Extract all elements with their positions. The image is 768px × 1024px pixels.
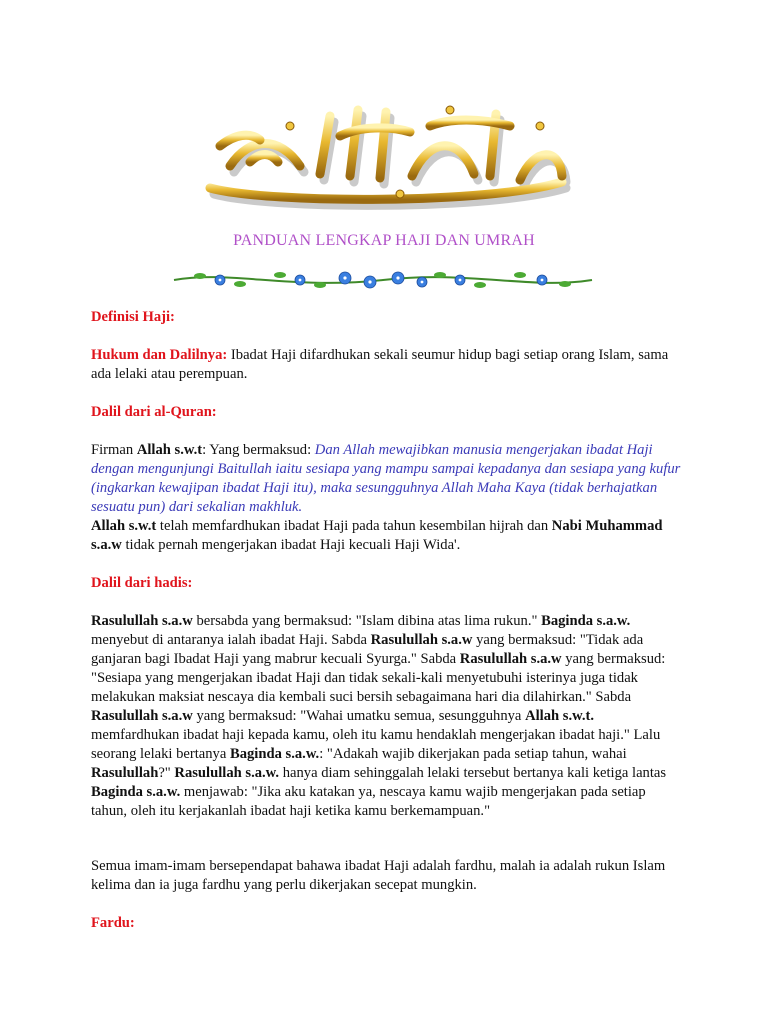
bold-name: Rasulullah	[91, 765, 159, 781]
bold-name: Rasulullah s.a.w	[91, 613, 193, 629]
bold-name: Baginda s.a.w.	[229, 746, 320, 762]
text-span: : Yang bermaksud:	[202, 442, 315, 458]
text-span: yang bermaksud: "Sesiapa yang mengerjakan ibadat Haji dan tidak sekali-kali menyetubuhi isterinya juga tidak melakukan maksiat nescaya dia kembali suci bersih sebagaimana hari dia dilahirkan." Sabda	[91, 651, 666, 705]
text-span: tidak pernah mengerjakan ibadat Haji kecuali Haji Wida'.	[121, 537, 461, 553]
bold-name: Allah s.w.t	[91, 518, 157, 534]
text-span: telah memfardhukan ibadat Haji pada tahun kesembilan hijrah dan	[156, 518, 552, 534]
text-span: Firman	[91, 442, 137, 458]
text-span: hanya diam sehinggalah lelaki tersebut bertanya kali ketiga lantas	[279, 765, 667, 781]
paragraph-wida	[91, 517, 681, 555]
label-hukum: Hukum dan Dalilnya:	[91, 347, 228, 363]
bold-name: Rasulullah s.a.w	[370, 632, 473, 648]
text-span: bersabda yang bermaksud: "Islam dibina atas lima rukun."	[192, 613, 542, 629]
paragraph-imam: Semua imam-imam bersependapat bahawa ibadat Haji adalah fardhu, malah ia adalah rukun Islam kelima dan ia juga fardhu yang perlu dikerjakan secepat mungkin.	[91, 858, 666, 893]
bold-name: Allah s.w.t.	[525, 708, 594, 724]
bismillah-calligraphy-icon	[190, 96, 580, 216]
heading-hadis: Dalil dari hadis:	[91, 575, 193, 591]
heading-quran: Dalil dari al-Quran:	[91, 404, 217, 420]
text-span: ?"	[158, 765, 175, 781]
heading-fardu: Fardu:	[91, 915, 135, 931]
text-hukum: Ibadat Haji difardhukan sekali seumur hidup bagi setiap orang Islam, sama ada lelaki atau perempuan.	[91, 347, 669, 382]
quran-quote: Dan Allah mewajibkan manusia mengerjakan ibadat Haji dengan mengunjungi Baitullah iaitu sesiapa yang mampu sampai kepadanya dan sesiapa yang kufur (ingkarkan kewajipan ibadat Haji itu), maka sesungguhnya Allah Maha Kaya (tidak berhajatkan sesuatu pun) dari sekalian makhluk.	[91, 442, 681, 515]
text-span: menyebut di antaranya ialah ibadat Haji. Sabda	[91, 632, 371, 648]
document-title: PANDUAN LENGKAP HAJI DAN UMRAH	[233, 232, 535, 249]
text-span: yang bermaksud: "Wahai umatku semua, sesungguhnya	[192, 708, 526, 724]
bold-name: Rasulullah s.a.w.	[174, 765, 280, 781]
bold-name: Baginda s.a.w.	[91, 784, 181, 800]
text-span: memfardhukan ibadat haji kepada kamu, oleh itu kamu hendaklah mengerjakan ibadat haji." Lalu seorang lelaki bertanya	[91, 727, 661, 762]
bold-name: Allah s.w.t	[136, 442, 203, 458]
bold-name: Rasulullah s.a.w	[459, 651, 562, 667]
paragraph-hadis	[91, 612, 681, 821]
paragraph-firman	[91, 441, 681, 517]
heading-definisi: Definisi Haji:	[91, 309, 175, 325]
text-span: yang bermaksud: "Tidak ada ganjaran bagi Ibadat Haji yang mabrur kecuali Syurga." Sabda	[91, 632, 644, 667]
bold-name: Rasulullah s.a.w	[91, 708, 193, 724]
document-body	[91, 308, 681, 933]
floral-divider-icon	[170, 266, 596, 294]
paragraph-hukum	[91, 346, 681, 384]
text-span: : "Adakah wajib dikerjakan pada setiap tahun, wahai	[319, 746, 627, 762]
bold-name: Nabi Muhammad s.a.w	[91, 518, 663, 553]
text-span: menjawab: "Jika aku katakan ya, nescaya kamu wajib mengerjakan pada setiap tahun, oleh itu kerjakanlah ibadat haji ketika kamu berkemampuan."	[91, 784, 646, 819]
bold-name: Baginda s.a.w.	[541, 613, 631, 629]
